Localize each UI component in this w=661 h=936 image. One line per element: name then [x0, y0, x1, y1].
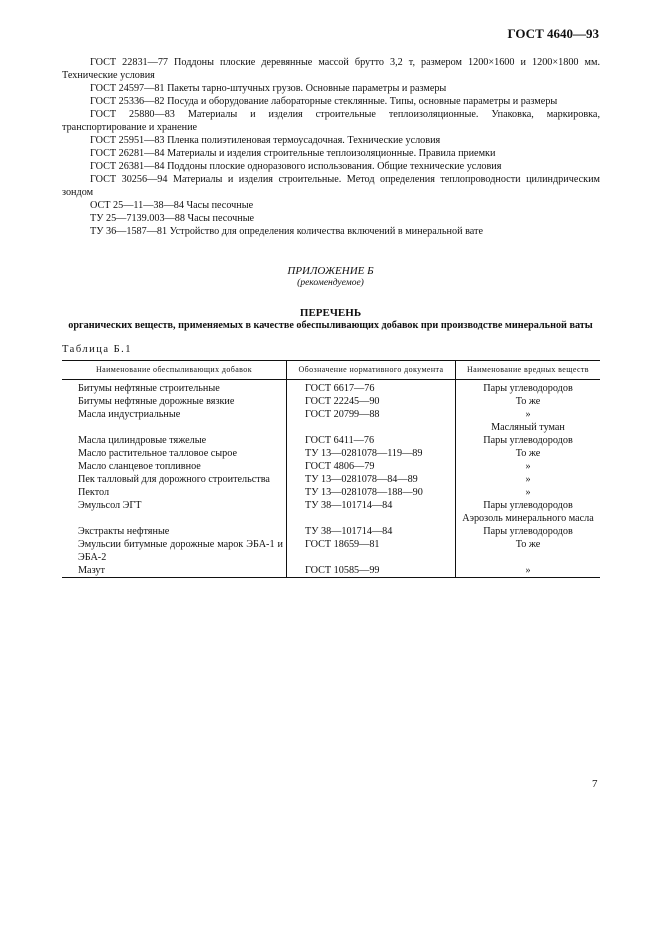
additive-name: Битумы нефтяные строительные [78, 383, 220, 394]
hazard-line: » [525, 565, 531, 576]
document-code-cell: ТУ 13—0281078—188—90 [287, 486, 456, 499]
additive-name: Эмульсии битумные дорожные марок ЭБА-1 и ЭБА-2 [78, 539, 283, 563]
list-subtitle: органических веществ, применяемых в качестве обеспыливающих добавок при производстве минеральной ваты [68, 320, 593, 331]
document-code-cell: ТУ 13—0281078—119—89 [287, 447, 456, 460]
table-row [62, 564, 600, 578]
hazard-cell [456, 447, 601, 460]
normative-references [62, 56, 600, 238]
hazard-cell [456, 538, 601, 564]
table-row [62, 538, 600, 564]
hazard-cell [456, 395, 601, 408]
document-code-cell: ТУ 13—0281078—84—89 [287, 473, 456, 486]
table-row [62, 395, 600, 408]
hazard-line: » [525, 461, 531, 472]
reference-item: ГОСТ 30256—94 Материалы и изделия строительные. Метод определения теплопроводности цилиндрическим зондом [62, 174, 600, 198]
reference-item: ГОСТ 26281—84 Материалы и изделия строительные теплоизоляционные. Правила приемки [90, 148, 496, 159]
hazard-cell [456, 499, 601, 525]
additive-name: Экстракты нефтяные [78, 526, 170, 537]
document-code-cell: ГОСТ 18659—81 [287, 538, 456, 564]
list-title: ПЕРЕЧЕНЬ [299, 307, 362, 319]
document-code-cell: ГОСТ 6411—76 [287, 434, 456, 447]
table-row [62, 473, 600, 486]
table-row [62, 380, 600, 396]
hazard-cell [456, 408, 601, 434]
hazard-line: Пары углеводородов [483, 526, 573, 537]
additive-name: Эмульсол ЭГТ [78, 500, 142, 511]
additive-name: Пектол [78, 487, 110, 498]
table-label: Таблица Б.1 [62, 344, 133, 355]
page-number: 7 [592, 778, 598, 790]
additive-name: Битумы нефтяные дорожные вязкие [78, 396, 235, 407]
hazard-cell [456, 460, 601, 473]
table-row [62, 408, 600, 434]
hazard-line: Пары углеводородов [483, 500, 573, 511]
column-header-hazard: Наименование вредных веществ [456, 361, 601, 380]
document-code-cell: ГОСТ 22245—90 [287, 395, 456, 408]
reference-item: ГОСТ 25880—83 Материалы и изделия строительные теплоизоляционные. Упаковка, маркировка, транспортирование и хранение [62, 109, 600, 133]
hazard-line: Пары углеводородов [483, 383, 573, 394]
reference-item: ГОСТ 24597—81 Пакеты тарно-штучных грузов. Основные параметры и размеры [90, 83, 447, 94]
reference-item: ГОСТ 25951—83 Пленка полиэтиленовая термоусадочная. Технические условия [90, 135, 441, 146]
table-header-row [62, 361, 600, 380]
table-row [62, 486, 600, 499]
document-code-cell: ГОСТ 10585—99 [287, 564, 456, 578]
appendix-title: ПРИЛОЖЕНИЕ Б [287, 265, 374, 277]
document-code-cell: ТУ 38—101714—84 [287, 499, 456, 525]
additive-name: Масла цилиндровые тяжелые [78, 435, 207, 446]
hazard-line: Аэрозоль минерального масла [462, 513, 594, 524]
document-code-cell: ГОСТ 6617—76 [287, 380, 456, 396]
additive-name: Мазут [78, 565, 105, 576]
reference-item: ТУ 36—1587—81 Устройство для определения количества включений в минеральной вате [90, 226, 483, 237]
hazard-line: Масляный туман [491, 422, 565, 433]
hazard-cell [456, 564, 601, 578]
document-code: ГОСТ 4640—93 [507, 26, 599, 41]
hazard-cell [456, 473, 601, 486]
table-row [62, 447, 600, 460]
table-row [62, 525, 600, 538]
column-header-document: Обозначение нормативного документа [287, 361, 456, 380]
document-code-cell: ГОСТ 4806—79 [287, 460, 456, 473]
hazard-cell [456, 486, 601, 499]
hazard-cell [456, 525, 601, 538]
document-code-cell: ГОСТ 20799—88 [287, 408, 456, 434]
additive-name: Масла индустриальные [78, 409, 181, 420]
hazard-line: » [525, 487, 531, 498]
reference-item: ГОСТ 26381—84 Поддоны плоские одноразового использования. Общие технические условия [90, 161, 502, 172]
table-row [62, 460, 600, 473]
additives-table [62, 360, 600, 578]
hazard-cell [456, 434, 601, 447]
hazard-line: То же [515, 539, 541, 550]
hazard-line: Пары углеводородов [483, 435, 573, 446]
reference-item: ТУ 25—7139.003—88 Часы песочные [90, 213, 255, 224]
additive-name: Пек талловый для дорожного строительства [78, 474, 270, 485]
hazard-cell [456, 380, 601, 396]
hazard-line: » [525, 409, 531, 420]
hazard-line: » [525, 474, 531, 485]
appendix-subtitle: (рекомендуемое) [297, 278, 364, 288]
additive-name: Масло сланцевое топливное [78, 461, 201, 472]
hazard-line: То же [515, 448, 541, 459]
column-header-name: Наименование обеспыливающих добавок [62, 361, 287, 380]
reference-item: ГОСТ 25336—82 Посуда и оборудование лабораторные стеклянные. Типы, основные параметры и размеры [90, 96, 558, 107]
reference-item: ГОСТ 22831—77 Поддоны плоские деревянные массой брутто 3,2 т, размером 1200×1600 и 1200×1800 мм. Технические условия [62, 57, 600, 81]
additive-name: Масло растительное талловое сырое [78, 448, 237, 459]
table-row [62, 434, 600, 447]
reference-item: ОСТ 25—11—38—84 Часы песочные [90, 200, 254, 211]
hazard-line: То же [515, 396, 541, 407]
table-row [62, 499, 600, 525]
document-code-cell: ТУ 38—101714—84 [287, 525, 456, 538]
